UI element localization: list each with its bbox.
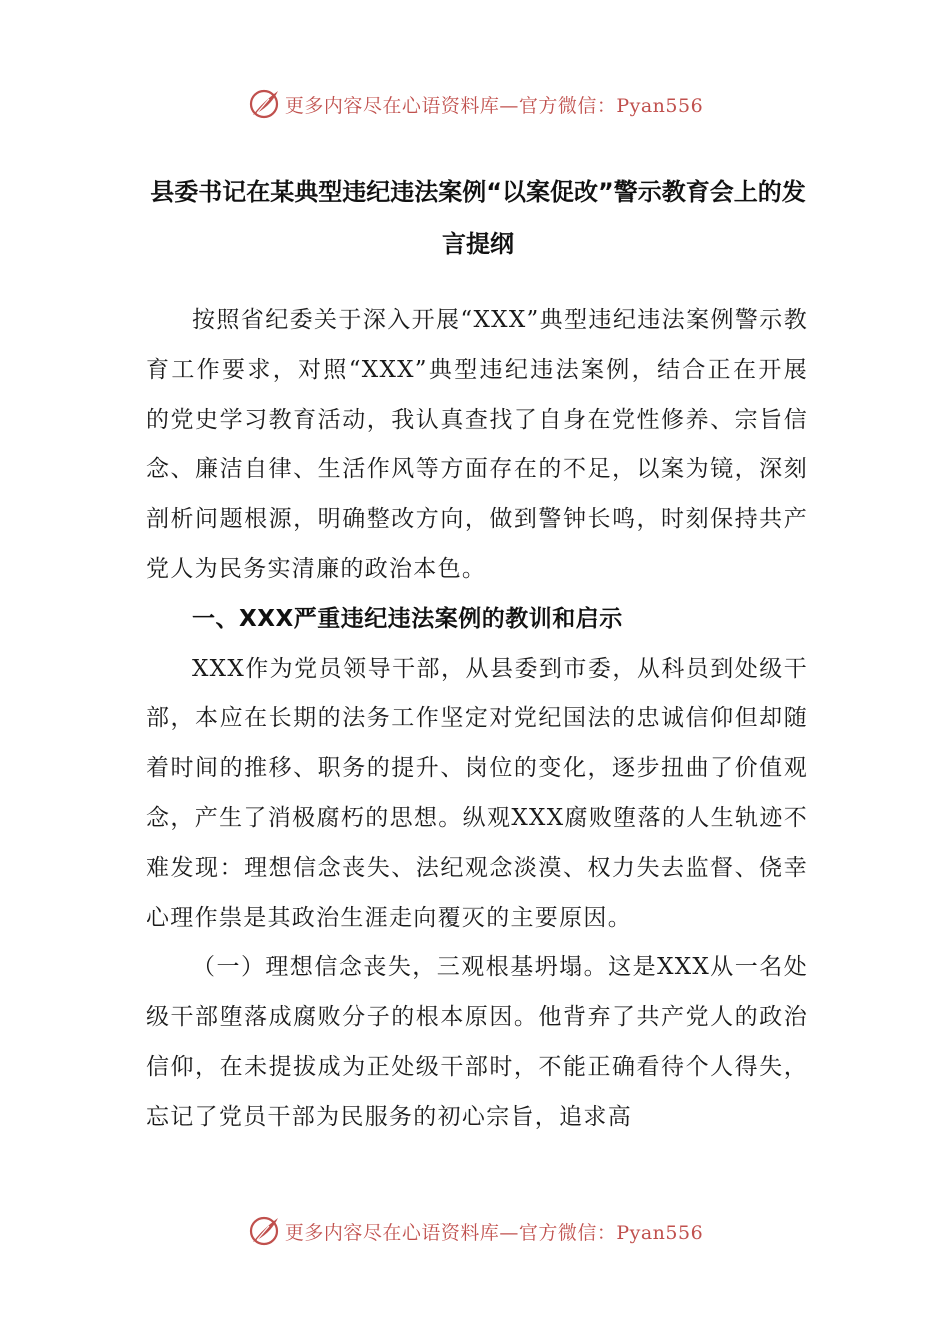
document-title: 县委书记在某典型违纪违法案例“以案促改”警示教育会上的发言提纲 [150, 178, 806, 258]
watermark-header [0, 84, 950, 124]
document-body [146, 296, 808, 1143]
section-heading: 一、XXX严重违纪违法案例的教训和启示 [192, 605, 623, 632]
quill-circle-logo-icon [247, 87, 281, 121]
subsection-paragraph [146, 943, 808, 1142]
quill-circle-logo-icon [247, 1214, 281, 1248]
watermark-text: 更多内容尽在心语资料库—官方微信：Pyan556 [284, 94, 704, 117]
intro-paragraph: 按照省纪委关于深入开展“XXX”典型违纪违法案例警示教育工作要求，对照“XXX”典型违纪违法案例，结合正在开展的党史学习教育活动，我认真查找了自身在党性修养、宗旨信念、廉洁自律、生活作风等方面存在的不足，以案为镜，深刻剖析问题根源，明确整改方向，做到警钟长鸣，时刻保持共产党人为民务实清廉的政治本色。 [146, 307, 808, 582]
subsection-text: 这是XXX从一名处级干部堕落成腐败分子的根本原因。他背弃了共产党人的政治信仰，在未提拔成为正处级干部时，不能正确看待个人得失，忘记了党员干部为民服务的初心宗旨，追求高 [146, 954, 808, 1130]
subsection-heading: （一）理想信念丧失，三观根基坍塌。 [192, 954, 609, 981]
section-paragraph: XXX作为党员领导干部，从县委到市委，从科员到处级干部，本应在长期的法务工作坚定对党纪国法的忠诚信仰但却随着时间的推移、职务的提升、岗位的变化，逐步扭曲了价值观念，产生了消极腐朽的思想。纵观XXX腐败堕落的人生轨迹不难发现：理想信念丧失、法纪观念淡漠、权力失去监督、侥幸心理作祟是其政治生涯走向覆灭的主要原因。 [146, 655, 808, 931]
watermark-footer [0, 1211, 950, 1251]
watermark-text: 更多内容尽在心语资料库—官方微信：Pyan556 [284, 1221, 704, 1244]
